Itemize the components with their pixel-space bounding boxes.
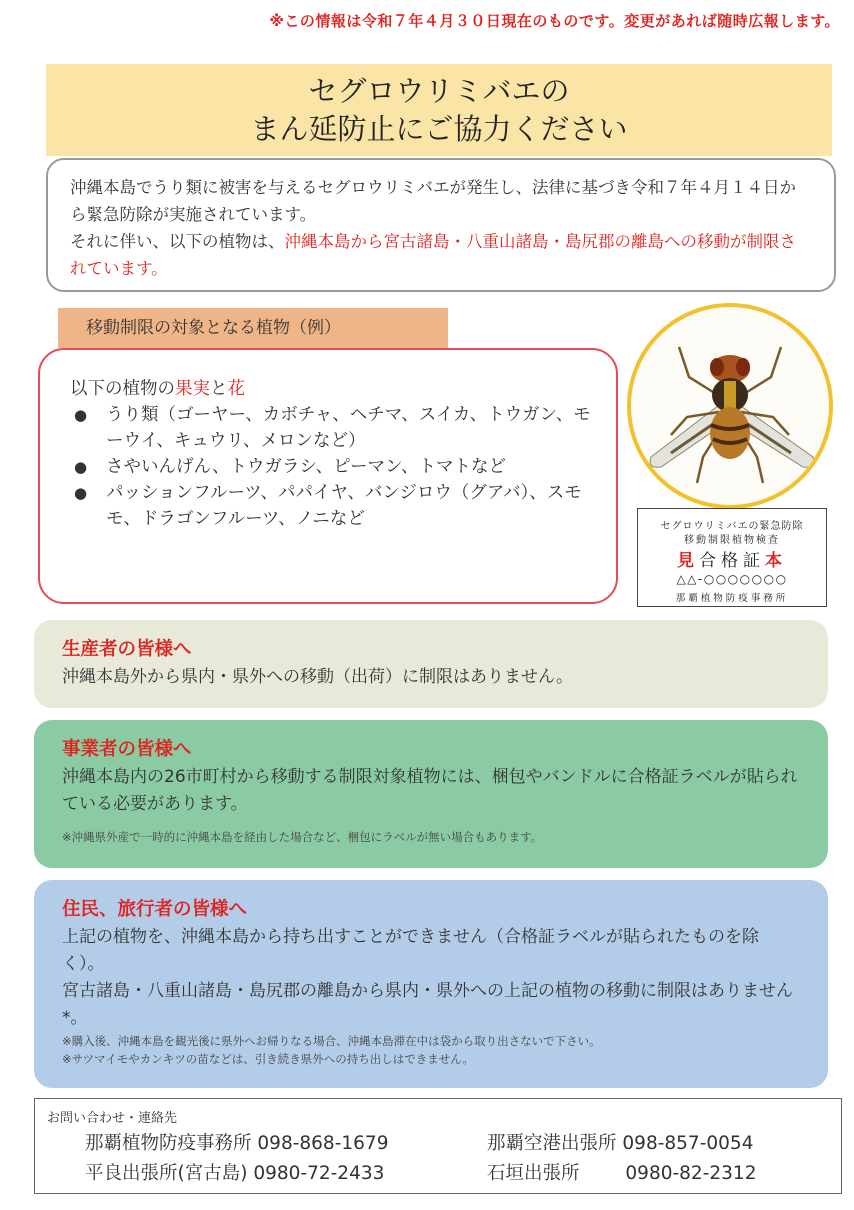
label-stamp-2: 本 bbox=[765, 551, 787, 571]
contact-name: 那覇植物防疫事務所 bbox=[85, 1133, 252, 1154]
lead-fruit: 果実 bbox=[175, 379, 210, 399]
business-note: ※沖縄県外産で一時的に沖縄本島を経由した場合など、梱包にラベルが無い場合もあります。 bbox=[62, 830, 543, 844]
label-line-2: 移動制限植物検査 bbox=[684, 535, 780, 546]
contact-phone: 098-857-0054 bbox=[622, 1133, 754, 1154]
label-stamp-1: 見 bbox=[677, 551, 699, 571]
resident-note-1: ※購入後、沖縄本島を観光後に県外へお帰りなる場合、沖縄本島滞在中は袋から取り出さないで下さい。 bbox=[62, 1034, 601, 1048]
contact-phone: 098-868-1679 bbox=[257, 1133, 389, 1154]
title-line-1: セグロウリミバエの bbox=[308, 74, 570, 108]
contact-title: お問い合わせ・連絡先 bbox=[47, 1111, 178, 1126]
label-office: 那覇植物防疫事務所 bbox=[675, 593, 789, 604]
certificate-label-sample bbox=[637, 508, 827, 607]
contact-naha-office bbox=[85, 1129, 388, 1155]
business-heading: 事業者の皆様へ bbox=[62, 739, 192, 760]
producer-text: 沖縄本島外から県内・県外への移動（出荷）に制限はありません。 bbox=[62, 667, 574, 687]
intro-text-2 bbox=[70, 228, 812, 282]
resident-text-1: 上記の植物を、沖縄本島から持ち出すことができません（合格証ラベルが貼られたものを除く）。 bbox=[62, 927, 759, 974]
lead-flower: 花 bbox=[227, 379, 245, 399]
intro-text-2-lead: それに伴い、以下の植物は、 bbox=[70, 232, 285, 251]
contact-name: 平良出張所(宮古島) bbox=[85, 1163, 248, 1184]
business-text: 沖縄本島内の26市町村から移動する制限対象植物には、梱包やバンドルに合格証ラベルが貼られている必要があります。 bbox=[62, 767, 798, 814]
contact-name: 那覇空港出張所 bbox=[487, 1133, 617, 1154]
intro-restriction: 沖縄本島から宮古諸島・八重山諸島・島尻郡の離島への移動が制限されています。 bbox=[70, 232, 796, 278]
intro-text-1: 沖縄本島でうり類に被害を与えるセグロウリミバエが発生し、法律に基づき令和７年４月１４日から緊急防除が実施されています。 bbox=[70, 178, 796, 224]
title-line-2: まん延防止にご協力ください bbox=[250, 112, 628, 146]
contact-ishigaki bbox=[487, 1159, 756, 1185]
contact-box bbox=[34, 1098, 842, 1194]
fruit-fly-illustration bbox=[631, 307, 829, 505]
intro-box bbox=[46, 158, 836, 292]
label-main-text: 合格証 bbox=[699, 551, 765, 571]
plant-item-fruits: ● パッションフルーツ、パパイヤ、バンジロウ（グアバ）、スモモ、ドラゴンフルーツ、ノニなど bbox=[70, 480, 592, 532]
resident-text-2: 宮古諸島・八重山諸島・島尻郡の離島から県内・県外への上記の植物の移動に制限はありません*。 bbox=[62, 981, 793, 1028]
resident-heading: 住民、旅行者の皆様へ bbox=[62, 899, 248, 920]
contact-name: 石垣出張所 bbox=[487, 1163, 580, 1184]
restricted-plants-tag: 移動制限の対象となる植物（例） bbox=[58, 308, 448, 348]
contact-naha-airport bbox=[487, 1129, 753, 1155]
plant-item-vegetables: ● さやいんげん、トウガラシ、ピーマン、トマトなど bbox=[70, 454, 592, 480]
resident-panel bbox=[34, 880, 828, 1088]
label-main bbox=[638, 546, 826, 571]
contact-hirara bbox=[85, 1159, 384, 1185]
flyer-title bbox=[46, 64, 832, 156]
plants-lead bbox=[70, 376, 592, 402]
flyer bbox=[20, 52, 838, 1088]
label-line-1: セグロウリミバエの緊急防除 bbox=[660, 521, 804, 532]
producer-heading: 生産者の皆様へ bbox=[62, 639, 192, 660]
contact-phone: 0980-82-2312 bbox=[625, 1163, 757, 1184]
contact-phone: 0980-72-2433 bbox=[253, 1163, 385, 1184]
lead-pre: 以下の植物の bbox=[70, 379, 175, 399]
update-notice: ※この情報は令和７年４月３０日現在のものです。変更があれば随時広報します。 bbox=[269, 12, 840, 30]
restricted-plants-box bbox=[38, 348, 618, 604]
label-number: △△-○○○○○○○ bbox=[676, 572, 788, 586]
producer-panel bbox=[34, 620, 828, 708]
plant-item-melons: ● うり類（ゴーヤー、カボチャ、ヘチマ、スイカ、トウガン、モーウイ、キュウリ、メロンなど） bbox=[70, 402, 592, 454]
resident-note-2: ※サツマイモやカンキツの苗などは、引き続き県外への持ち出しはできません。 bbox=[62, 1052, 474, 1066]
lead-and: と bbox=[210, 379, 228, 399]
fruit-fly-image bbox=[627, 303, 833, 509]
business-panel bbox=[34, 720, 828, 868]
plants-list bbox=[70, 402, 592, 532]
